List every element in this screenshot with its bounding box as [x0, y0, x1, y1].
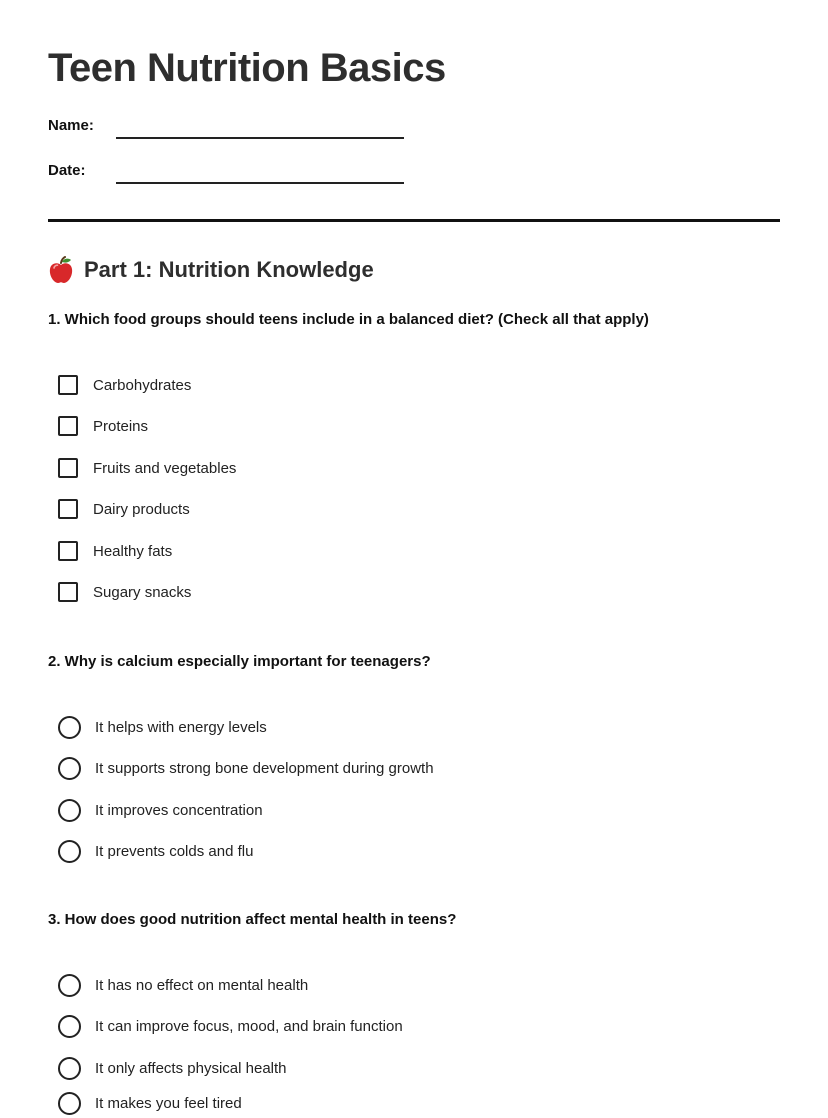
option-label: It makes you feel tired [95, 1094, 242, 1112]
radio-button[interactable] [58, 799, 81, 822]
checkbox[interactable] [58, 416, 78, 436]
checkbox[interactable] [58, 582, 78, 602]
option-label: It can improve focus, mood, and brain function [95, 1017, 403, 1035]
q2-option-3[interactable] [58, 797, 263, 823]
date-label: Date: [48, 162, 86, 179]
option-label: Healthy fats [93, 542, 173, 560]
q3-option-1[interactable] [58, 972, 308, 998]
q1-option-2[interactable] [58, 413, 148, 439]
q2-option-1[interactable] [58, 714, 267, 740]
q3-option-4[interactable] [58, 1090, 242, 1116]
q1-option-3[interactable] [58, 455, 236, 481]
section-title-part1 [48, 256, 374, 284]
option-label: Proteins [93, 417, 149, 435]
checkbox[interactable] [58, 541, 78, 561]
q2-option-2[interactable] [58, 755, 434, 781]
section-title-text: Part 1: Nutrition Knowledge [84, 257, 374, 282]
option-label: It supports strong bone development during growth [95, 759, 434, 777]
option-label: It prevents colds and flu [95, 842, 254, 860]
q1-option-5[interactable] [58, 538, 172, 564]
radio-button[interactable] [58, 1015, 81, 1038]
date-field [48, 162, 408, 186]
radio-button[interactable] [58, 1057, 81, 1080]
radio-button[interactable] [58, 974, 81, 997]
q3-option-3[interactable] [58, 1055, 287, 1081]
option-label: Carbohydrates [93, 376, 192, 394]
checkbox[interactable] [58, 375, 78, 395]
name-label: Name: [48, 117, 94, 134]
worksheet-title: Teen Nutrition Basics [48, 46, 446, 90]
q2-option-4[interactable] [58, 838, 253, 864]
q1-option-4[interactable] [58, 496, 190, 522]
header-divider [48, 219, 780, 222]
option-label: It only affects physical health [95, 1059, 287, 1077]
date-input-line[interactable] [116, 182, 404, 184]
name-field [48, 117, 408, 141]
question-3: 3. How does good nutrition affect mental health in teens? [48, 911, 457, 928]
option-label: Fruits and vegetables [93, 459, 237, 477]
name-input-line[interactable] [116, 137, 404, 139]
apple-icon [48, 256, 74, 284]
option-label: Sugary snacks [93, 583, 192, 601]
checkbox[interactable] [58, 499, 78, 519]
option-label: It has no effect on mental health [95, 976, 309, 994]
q1-option-1[interactable] [58, 372, 191, 398]
radio-button[interactable] [58, 840, 81, 863]
option-label: Dairy products [93, 500, 190, 518]
radio-button[interactable] [58, 1092, 81, 1115]
option-label: It helps with energy levels [95, 718, 267, 736]
q1-option-6[interactable] [58, 579, 191, 605]
question-1: 1. Which food groups should teens include in a balanced diet? (Check all that apply) [48, 311, 649, 328]
radio-button[interactable] [58, 757, 81, 780]
checkbox[interactable] [58, 458, 78, 478]
q3-option-2[interactable] [58, 1013, 403, 1039]
radio-button[interactable] [58, 716, 81, 739]
option-label: It improves concentration [95, 801, 263, 819]
question-2: 2. Why is calcium especially important for teenagers? [48, 653, 431, 670]
